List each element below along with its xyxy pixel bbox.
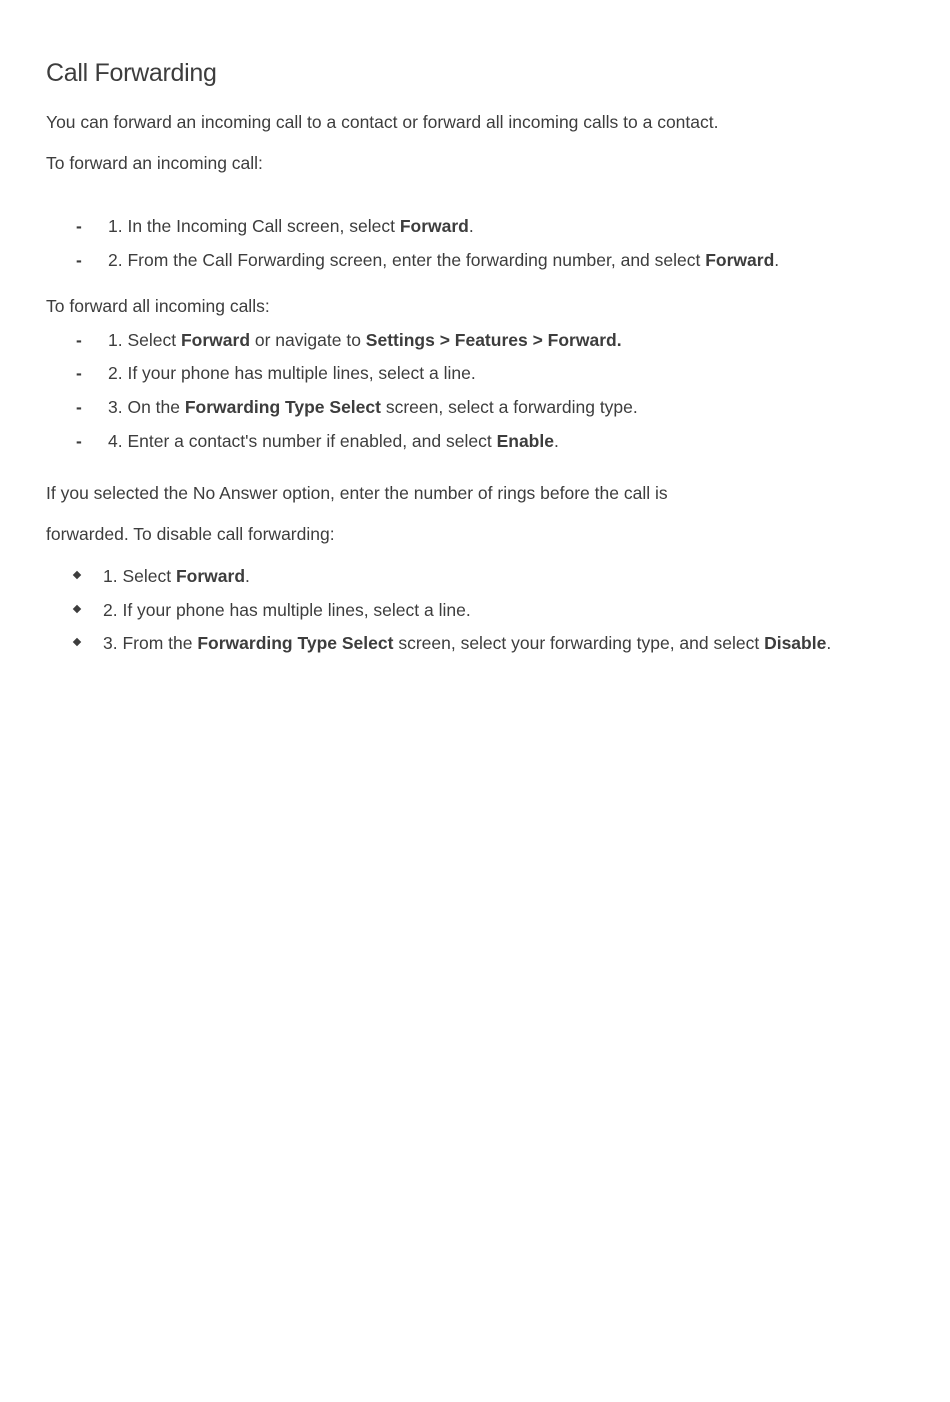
list-item-text: 1. Select Forward or navigate to Settings > Features > Forward.: [108, 330, 622, 350]
dash-bullet: -: [76, 330, 82, 350]
list-item-text: 2. From the Call Forwarding screen, enter the forwarding number, and select Forward.: [108, 250, 780, 270]
section-heading-forward-all: To forward all incoming calls:: [46, 296, 270, 316]
dash-bullet: -: [76, 363, 82, 383]
note-paragraph-line-1: If you selected the No Answer option, enter the number of rings before the call is: [46, 483, 668, 503]
list-item-text: 4. Enter a contact's number if enabled, and select Enable.: [108, 431, 559, 451]
dash-bullet: -: [76, 216, 82, 236]
list-item-text: 2. If your phone has multiple lines, select a line.: [103, 600, 471, 620]
list-item-text: 1. In the Incoming Call screen, select Forward.: [108, 216, 474, 236]
diamond-bullet-icon: [73, 638, 81, 646]
dash-bullet: -: [76, 431, 82, 451]
list-item-text: 2. If your phone has multiple lines, select a line.: [108, 363, 476, 383]
dash-bullet: -: [76, 250, 82, 270]
diamond-bullet-icon: [73, 605, 81, 613]
list-item-text: 3. From the Forwarding Type Select screen, select your forwarding type, and select Disable.: [103, 633, 832, 653]
list-item-text: 3. On the Forwarding Type Select screen, select a forwarding type.: [108, 397, 638, 417]
diamond-bullet-icon: [73, 571, 81, 579]
list-item-text: 1. Select Forward.: [103, 566, 250, 586]
note-paragraph-line-2: forwarded. To disable call forwarding:: [46, 524, 335, 544]
section-heading-forward-incoming: To forward an incoming call:: [46, 153, 263, 173]
dash-bullet: -: [76, 397, 82, 417]
page-title: Call Forwarding: [46, 59, 217, 87]
intro-paragraph: You can forward an incoming call to a contact or forward all incoming calls to a contact.: [46, 112, 719, 132]
